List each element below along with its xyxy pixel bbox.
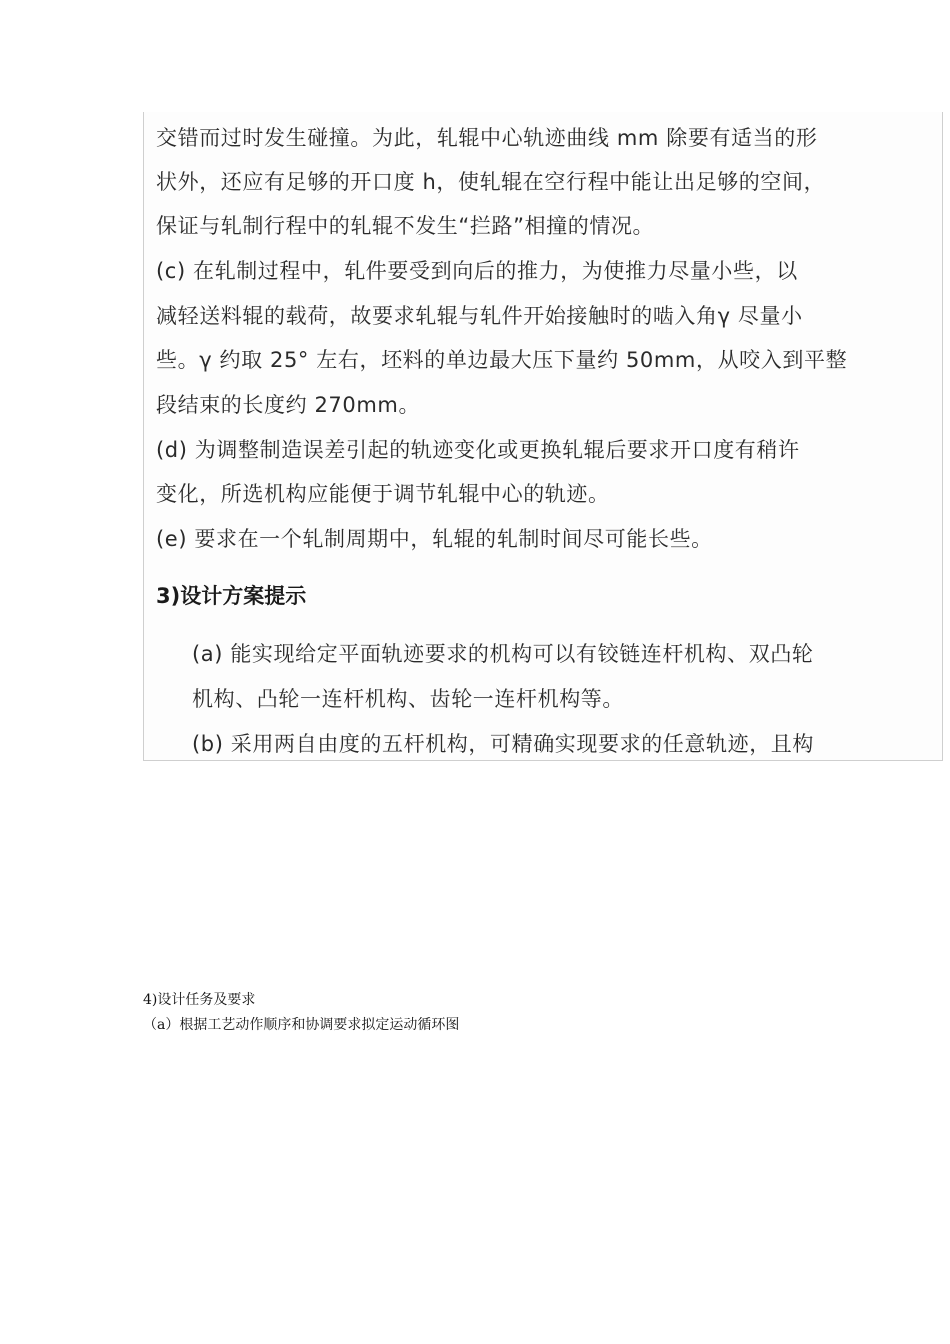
section-4-item-a: （a）根据工艺动作顺序和协调要求拟定运动循环图 bbox=[143, 1017, 460, 1033]
excerpt-line: 减轻送料辊的载荷，故要求轧辊与轧件开始接触时的啮入角γ 尽量小 bbox=[156, 304, 803, 328]
excerpt-line: (e) 要求在一个轧制周期中，轧辊的轧制时间尽可能长些。 bbox=[156, 527, 713, 551]
section-4-title: 4)设计任务及要求 bbox=[143, 992, 256, 1008]
hint-line: (b) 采用两自由度的五杆机构，可精确实现要求的任意轨迹，且构 bbox=[192, 732, 814, 756]
excerpt-line: (d) 为调整制造误差引起的轨迹变化或更换轧辊后要求开口度有稍许 bbox=[156, 438, 800, 462]
excerpt-line: 段结束的长度约 270mm。 bbox=[156, 393, 421, 417]
excerpt-line: 交错而过时发生碰撞。为此，轧辊中心轨迹曲线 mm 除要有适当的形 bbox=[156, 126, 818, 150]
excerpt-line: 些。γ 约取 25° 左右，坯料的单边最大压下量约 50mm，从咬入到平整 bbox=[156, 348, 848, 372]
scanned-text-excerpt bbox=[143, 112, 943, 761]
design-hints-heading: 3)设计方案提示 bbox=[156, 584, 307, 608]
excerpt-line: 变化，所选机构应能便于调节轧辊中心的轨迹。 bbox=[156, 482, 610, 506]
excerpt-line: 保证与轧制行程中的轧辊不发生“拦路”相撞的情况。 bbox=[156, 214, 655, 238]
excerpt-line: (c) 在轧制过程中，轧件要受到向后的推力，为使推力尽量小些，以 bbox=[156, 259, 798, 283]
hint-line: (a) 能实现给定平面轨迹要求的机构可以有铰链连杆机构、双凸轮 bbox=[192, 642, 814, 666]
hint-line: 机构、凸轮一连杆机构、齿轮一连杆机构等。 bbox=[192, 687, 624, 711]
excerpt-line: 状外，还应有足够的开口度 h，使轧辊在空行程中能让出足够的空间， bbox=[156, 170, 826, 194]
